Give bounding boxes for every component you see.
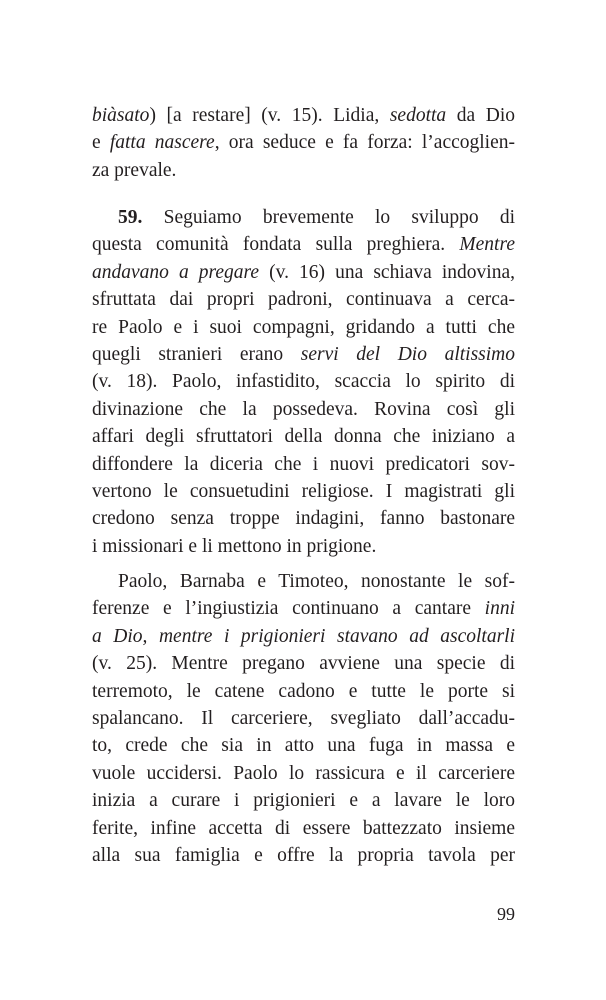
text-line: diffondere la diceria che i nuovi predicatori sov- — [92, 453, 515, 475]
italic-text: fatta nascere — [109, 132, 215, 154]
text-span: da Dio — [446, 105, 516, 126]
paragraph-continuation-2 — [92, 568, 515, 869]
text-line — [92, 204, 515, 231]
text-line: affari degli sfruttatori della donna che iniziano a — [92, 426, 515, 448]
italic-text: sedotta — [389, 105, 447, 126]
text-line: ferite, infine accetta di essere battezzato insieme — [92, 817, 515, 839]
text-line: (v. 18). Paolo, infastidito, scaccia lo spirito di — [92, 371, 515, 393]
text-line: terremoto, le catene cadono e tutte le porte si — [92, 680, 515, 702]
text-line: inizia a curare i prigionieri e a lavare le loro — [92, 790, 515, 812]
text-span: Seguiamo brevemente lo sviluppo di — [142, 207, 515, 228]
text-line: spalancano. Il carceriere, svegliato dall’accadu- — [92, 707, 515, 729]
text-line: vuole uccidersi. Paolo lo rassicura e il carceriere — [92, 762, 515, 784]
text-line — [92, 259, 515, 286]
text-span: quegli stranieri erano — [92, 343, 301, 365]
text-span: ) [a restare] (v. 15). Lidia, — [149, 105, 390, 126]
text-span: , ora seduce e fa forza: l’accoglien- — [214, 132, 515, 154]
text-span: ferenze e l’ingiustizia continuano a cantare — [92, 598, 485, 620]
text-line: za prevale. — [92, 159, 177, 181]
text-line: divinazione che la possedeva. Rovina così gli — [92, 398, 515, 420]
text-span: e — [92, 132, 110, 154]
text-line: to, crede che sia in atto una fuga in massa e — [92, 735, 515, 757]
section-number: 59. — [118, 207, 143, 228]
text-span: (v. 16) una schiava indovina, — [259, 261, 515, 283]
italic-text: biàsato — [92, 105, 150, 126]
text-span: questa comunità fondata sulla preghiera. — [92, 234, 460, 256]
text-line — [92, 129, 515, 156]
text-line: re Paolo e i suoi compagni, gridando a tutti che — [92, 316, 515, 338]
italic-text: andavano a pregare — [92, 261, 260, 283]
text-line — [92, 595, 515, 622]
italic-text: servi del Dio altissimo — [300, 343, 515, 365]
italic-text: inni — [484, 598, 515, 620]
text-line — [92, 102, 515, 129]
italic-text: Mentre — [459, 234, 515, 256]
text-line: (v. 25). Mentre pregano avviene una specie di — [92, 653, 515, 675]
text-line: i missionari e li mettono in prigione. — [92, 535, 377, 557]
text-line — [92, 231, 515, 258]
paragraph-59 — [92, 204, 515, 560]
text-line — [92, 341, 515, 368]
text-line: alla sua famiglia e offre la propria tavola per — [92, 844, 515, 866]
text-line: credono senza troppe indagini, fanno bastonare — [92, 508, 515, 530]
text-line: Paolo, Barnaba e Timoteo, nonostante le sof- — [118, 571, 515, 592]
text-line: sfruttata dai propri padroni, continuava a cerca- — [92, 289, 515, 311]
italic-line: a Dio, mentre i prigionieri stavano ad ascoltarli — [92, 625, 515, 647]
text-line: vertono le consuetudini religiose. I magistrati gli — [92, 480, 515, 502]
paragraph-continuation — [92, 102, 515, 184]
page-number: 99 — [497, 904, 515, 924]
